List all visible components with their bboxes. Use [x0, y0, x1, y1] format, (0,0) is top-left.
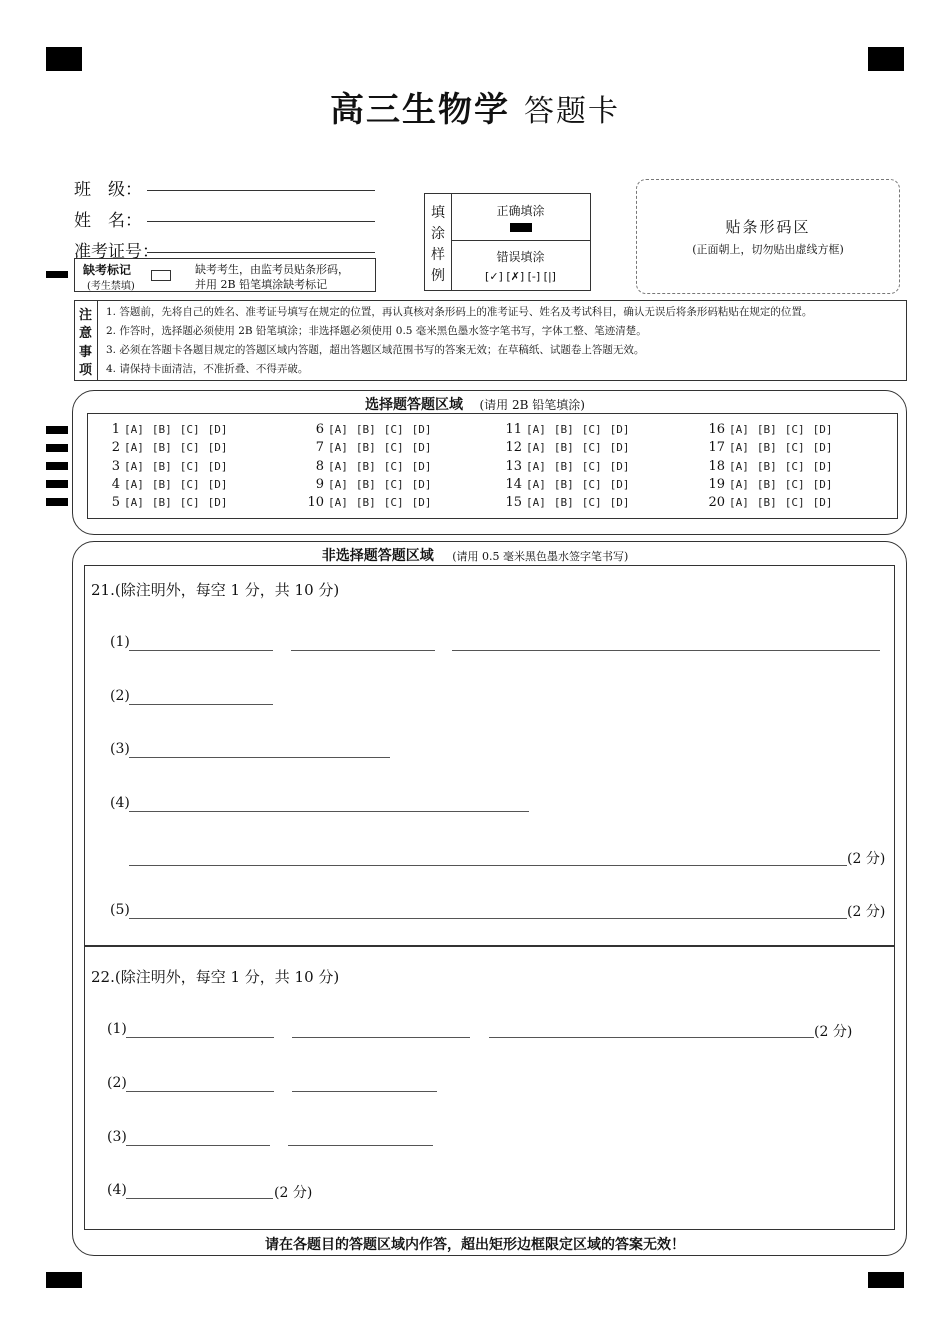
question-number: 8 — [315, 458, 324, 474]
absent-note-1: 缺考考生，由监考员贴条形码， — [195, 263, 349, 276]
q22-part2-blank-1[interactable] — [126, 1091, 274, 1092]
footer-warning: 请在各题目的答题区域内作答，超出矩形边框限定区域的答案无效！ — [265, 1237, 685, 1253]
answer-bubble-11-a[interactable]: [A] — [526, 423, 546, 436]
answer-bubble-20-c[interactable]: [C] — [784, 496, 805, 510]
notice-item: 1. 答题前，先将自己的姓名、准考证号填写在规定的位置，再认真核对条形码上的准考证号、姓名及考试科目，确认无误后将条形码粘贴在规定的位置。 — [106, 306, 813, 318]
fill-example-box — [424, 193, 591, 291]
side-char: 注 — [79, 308, 93, 323]
q22-part1-blank-2[interactable] — [292, 1037, 470, 1038]
q21-part3-label: (3) — [110, 741, 130, 757]
correct-label: 正确填涂 — [496, 204, 545, 218]
answer-bubble-16-d[interactable]: [D] — [812, 423, 833, 436]
answer-bubble-7-a[interactable]: [A] — [328, 441, 348, 455]
answer-bubble-19-b[interactable]: [B] — [756, 477, 777, 491]
question-number: 14 — [505, 476, 522, 492]
q22-part1-blank-3[interactable] — [489, 1037, 814, 1038]
question-number: 20 — [708, 495, 725, 511]
exam-number-label: 准考证号： — [74, 242, 159, 262]
answer-bubble-7-b[interactable]: [B] — [355, 441, 376, 455]
choice-question-15 — [500, 495, 638, 510]
q21-part5-label: (5) — [110, 902, 130, 918]
filled-bubble-sample — [510, 223, 532, 232]
choice-question-3 — [98, 459, 236, 474]
q21-part4-blank-2[interactable] — [129, 865, 847, 866]
class-field[interactable] — [147, 190, 375, 191]
absent-mark-box — [74, 258, 376, 292]
choice-question-5 — [98, 495, 236, 510]
answer-bubble-14-a[interactable]: [A] — [526, 477, 546, 491]
q21-part1-blank-1[interactable] — [129, 650, 273, 651]
answer-bubble-13-c[interactable]: [C] — [581, 459, 602, 473]
wrong-samples: [✓] [✗] [-] [|] — [485, 270, 556, 283]
q21-part5-blank[interactable] — [129, 918, 847, 919]
q21-part1-blank-2[interactable] — [291, 650, 435, 651]
q21-part3-blank[interactable] — [129, 757, 390, 758]
notice-item: 4. 请保持卡面清洁，不准折叠、不得弄破。 — [106, 363, 309, 375]
answer-bubble-19-a[interactable]: [A] — [729, 477, 749, 491]
absent-checkbox[interactable] — [151, 270, 171, 281]
answer-bubble-8-a[interactable]: [A] — [328, 459, 348, 473]
side-char: 项 — [79, 363, 93, 378]
q21-part1-label: (1) — [110, 634, 130, 650]
exam-number-field[interactable] — [147, 252, 375, 253]
answer-bubble-9-b[interactable]: [B] — [355, 477, 376, 491]
answer-bubble-9-a[interactable]: [A] — [328, 477, 348, 491]
answer-bubble-12-a[interactable]: [A] — [526, 441, 546, 455]
answer-bubble-9-c[interactable]: [C] — [383, 477, 404, 491]
q21-part4-blank-1[interactable] — [129, 811, 529, 812]
question-22-box — [84, 945, 895, 1230]
wrong-example — [451, 241, 590, 283]
notice-item: 2. 作答时，选择题必须使用 2B 铅笔填涂；非选择题必须使用 0.5 毫米黑色墨水签字笔书写，字体工整、笔迹清楚。 — [106, 325, 647, 337]
choice-question-6 — [302, 422, 440, 437]
answer-bubble-12-c[interactable]: [C] — [581, 441, 602, 455]
question-number: 16 — [708, 422, 725, 437]
answer-bubble-17-d[interactable]: [D] — [812, 441, 833, 455]
q21-part4-label: (4) — [110, 795, 130, 811]
answer-bubble-12-b[interactable]: [B] — [553, 441, 574, 455]
answer-bubble-15-c[interactable]: [C] — [581, 496, 602, 510]
timing-mark — [46, 444, 68, 452]
choice-question-10 — [302, 495, 440, 510]
side-char: 样 — [431, 247, 445, 263]
answer-bubble-12-d[interactable]: [D] — [609, 441, 630, 455]
answer-bubble-20-a[interactable]: [A] — [729, 496, 749, 510]
timing-mark — [46, 462, 68, 470]
answer-bubble-8-b[interactable]: [B] — [355, 459, 376, 473]
q22-points-note: (2 分) — [814, 1024, 853, 1040]
choice-question-12 — [500, 440, 638, 455]
question-number: 1 — [111, 422, 120, 437]
answer-bubble-5-b[interactable]: [B] — [151, 496, 172, 510]
name-field[interactable] — [147, 221, 375, 222]
answer-bubble-1-b[interactable]: [B] — [151, 423, 172, 436]
question-number: 17 — [708, 440, 725, 456]
answer-bubble-10-c[interactable]: [C] — [383, 496, 404, 510]
question-21-title: 21.(除注明外，每空 1 分，共 10 分) — [91, 581, 340, 599]
answer-bubble-6-c[interactable]: [C] — [383, 423, 404, 436]
answer-bubble-8-d[interactable]: [D] — [411, 459, 432, 473]
choice-question-14 — [500, 477, 638, 492]
notice-side — [75, 301, 98, 380]
answer-bubble-17-a[interactable]: [A] — [729, 441, 749, 455]
question-number: 10 — [307, 495, 324, 511]
answer-bubble-2-b[interactable]: [B] — [151, 441, 172, 455]
choice-question-19 — [703, 477, 841, 492]
choice-question-20 — [703, 495, 841, 510]
q21-points-note: (2 分) — [847, 851, 886, 867]
q22-part3-label: (3) — [107, 1129, 127, 1145]
question-number: 5 — [111, 495, 120, 511]
question-21-box — [84, 565, 895, 947]
answer-bubble-15-a[interactable]: [A] — [526, 496, 546, 510]
answer-bubble-10-b[interactable]: [B] — [355, 496, 376, 510]
answer-bubble-3-a[interactable]: [A] — [124, 459, 144, 473]
answer-bubble-20-b[interactable]: [B] — [756, 496, 777, 510]
barcode-title: 贴条形码区 — [725, 218, 811, 236]
answer-bubble-11-d[interactable]: [D] — [609, 423, 630, 436]
answer-bubble-14-d[interactable]: [D] — [609, 477, 630, 491]
notice-item: 3. 必须在答题卡各题目规定的答题区域内答题，超出答题区域范围书写的答案无效；在草稿纸、试题卷上答题无效。 — [106, 344, 645, 356]
choice-question-9 — [302, 477, 440, 492]
nonchoice-section-note: (请用 0.5 毫米黑色墨水签字笔书写) — [452, 550, 629, 563]
q21-part2-label: (2) — [110, 688, 130, 704]
choice-question-18 — [703, 459, 841, 474]
registration-mark-top-right — [868, 47, 904, 71]
answer-bubble-2-a[interactable]: [A] — [124, 441, 144, 455]
answer-bubble-7-c[interactable]: [C] — [383, 441, 404, 455]
answer-bubble-7-d[interactable]: [D] — [411, 441, 432, 455]
q22-part1-blank-1[interactable] — [126, 1037, 274, 1038]
question-number: 4 — [111, 476, 120, 492]
answer-bubble-4-d[interactable]: [D] — [207, 477, 228, 491]
answer-bubble-9-d[interactable]: [D] — [411, 477, 432, 491]
answer-bubble-11-c[interactable]: [C] — [581, 423, 602, 436]
q21-part2-blank[interactable] — [129, 704, 273, 705]
wrong-label: 错误填涂 — [496, 250, 545, 264]
name-label: 姓 名： — [74, 211, 142, 231]
choice-question-4 — [98, 477, 236, 492]
choice-section-note: (请用 2B 铅笔填涂) — [479, 398, 585, 412]
barcode-note: (正面朝上，切勿贴出虚线方框) — [692, 243, 844, 256]
answer-bubble-18-a[interactable]: [A] — [729, 459, 749, 473]
q22-part3-blank-1[interactable] — [126, 1145, 270, 1146]
side-char: 例 — [431, 268, 445, 284]
answer-bubble-5-a[interactable]: [A] — [124, 496, 144, 510]
timing-mark — [46, 426, 68, 434]
answer-bubble-16-b[interactable]: [B] — [756, 423, 777, 436]
answer-bubble-8-c[interactable]: [C] — [383, 459, 404, 473]
fill-example-side — [425, 194, 452, 290]
choice-question-16 — [703, 422, 841, 437]
q21-part1-blank-3[interactable] — [452, 650, 880, 651]
answer-bubble-4-c[interactable]: [C] — [179, 477, 200, 491]
timing-mark — [46, 480, 68, 488]
side-char: 意 — [79, 326, 93, 341]
question-number: 18 — [708, 458, 725, 474]
question-number: 11 — [505, 422, 522, 437]
side-char: 涂 — [431, 226, 445, 242]
answer-bubble-3-c[interactable]: [C] — [179, 459, 200, 473]
choice-section-title: 选择题答题区域 — [365, 397, 464, 413]
answer-bubble-3-d[interactable]: [D] — [207, 459, 228, 473]
question-number: 13 — [505, 458, 522, 474]
nonchoice-section-header — [0, 545, 950, 565]
question-number: 3 — [111, 458, 120, 474]
answer-bubble-5-c[interactable]: [C] — [179, 496, 200, 510]
answer-bubble-15-b[interactable]: [B] — [553, 496, 574, 510]
question-number: 12 — [505, 440, 522, 456]
answer-bubble-16-a[interactable]: [A] — [729, 423, 749, 436]
choice-question-2 — [98, 440, 236, 455]
answer-bubble-17-b[interactable]: [B] — [756, 441, 777, 455]
absent-note-2: 并用 2B 铅笔填涂缺考标记 — [195, 278, 328, 291]
answer-bubble-19-c[interactable]: [C] — [784, 477, 805, 491]
answer-bubble-3-b[interactable]: [B] — [151, 459, 172, 473]
class-label: 班 级： — [74, 180, 142, 200]
answer-bubble-18-b[interactable]: [B] — [756, 459, 777, 473]
absent-title: 缺考标记 — [83, 263, 132, 277]
answer-bubble-16-c[interactable]: [C] — [784, 423, 805, 436]
answer-bubble-13-a[interactable]: [A] — [526, 459, 546, 473]
answer-bubble-15-d[interactable]: [D] — [609, 496, 630, 510]
side-char: 填 — [431, 205, 445, 221]
answer-bubble-19-d[interactable]: [D] — [812, 477, 833, 491]
question-number: 6 — [315, 422, 324, 437]
side-char: 事 — [79, 345, 93, 360]
registration-mark-bottom-right — [868, 1272, 904, 1288]
q22-part2-label: (2) — [107, 1075, 127, 1091]
question-number: 19 — [708, 476, 725, 492]
question-number: 9 — [315, 476, 324, 492]
answer-bubble-6-d[interactable]: [D] — [411, 423, 432, 436]
q22-part4-label: (4) — [107, 1182, 127, 1198]
timing-mark — [46, 498, 68, 506]
answer-bubble-1-c[interactable]: [C] — [179, 423, 200, 436]
choice-question-11 — [500, 422, 638, 437]
q22-part1-label: (1) — [107, 1021, 127, 1037]
answer-bubble-13-b[interactable]: [B] — [553, 459, 574, 473]
q21-points-note: (2 分) — [847, 904, 886, 920]
question-22-title: 22.(除注明外，每空 1 分，共 10 分) — [91, 968, 340, 986]
question-number: 2 — [111, 440, 120, 456]
answer-bubble-1-a[interactable]: [A] — [124, 423, 144, 436]
answer-bubble-4-b[interactable]: [B] — [151, 477, 172, 491]
answer-bubble-18-c[interactable]: [C] — [784, 459, 805, 473]
answer-bubble-14-b[interactable]: [B] — [553, 477, 574, 491]
answer-bubble-11-b[interactable]: [B] — [553, 423, 574, 436]
q22-part2-blank-2[interactable] — [292, 1091, 437, 1092]
q22-part3-blank-2[interactable] — [288, 1145, 433, 1146]
answer-bubble-20-d[interactable]: [D] — [812, 496, 833, 510]
answer-bubble-1-d[interactable]: [D] — [207, 423, 228, 436]
choice-question-17 — [703, 440, 841, 455]
q22-points-note: (2 分) — [274, 1185, 313, 1201]
question-number: 15 — [505, 495, 522, 511]
title-main: 高三生物学 — [330, 90, 510, 130]
answer-bubble-10-a[interactable]: [A] — [328, 496, 348, 510]
q22-part4-blank[interactable] — [126, 1198, 273, 1199]
choice-question-1 — [98, 422, 236, 437]
barcode-area[interactable] — [636, 179, 900, 294]
answer-bubble-10-d[interactable]: [D] — [411, 496, 432, 510]
answer-bubble-17-c[interactable]: [C] — [784, 441, 805, 455]
answer-bubble-6-a[interactable]: [A] — [328, 423, 348, 436]
registration-mark-top-left — [46, 47, 82, 71]
answer-bubble-6-b[interactable]: [B] — [355, 423, 376, 436]
answer-bubble-13-d[interactable]: [D] — [609, 459, 630, 473]
registration-mark-bottom-left — [46, 1272, 82, 1288]
choice-question-13 — [500, 459, 638, 474]
nonchoice-section-title: 非选择题答题区域 — [321, 548, 434, 564]
choice-section-header — [0, 394, 950, 414]
answer-bubble-5-d[interactable]: [D] — [207, 496, 228, 510]
page-title — [0, 82, 950, 131]
answer-bubble-2-d[interactable]: [D] — [207, 441, 228, 455]
question-number: 7 — [315, 440, 324, 456]
notice-box — [74, 300, 907, 381]
timing-mark — [46, 271, 68, 278]
correct-example — [451, 194, 590, 241]
absent-sub: (考生禁填) — [87, 281, 135, 292]
choice-question-8 — [302, 459, 440, 474]
title-sub: 答题卡 — [524, 94, 620, 129]
choice-question-7 — [302, 440, 440, 455]
answer-bubble-14-c[interactable]: [C] — [581, 477, 602, 491]
answer-bubble-18-d[interactable]: [D] — [812, 459, 833, 473]
answer-bubble-4-a[interactable]: [A] — [124, 477, 144, 491]
answer-bubble-2-c[interactable]: [C] — [179, 441, 200, 455]
